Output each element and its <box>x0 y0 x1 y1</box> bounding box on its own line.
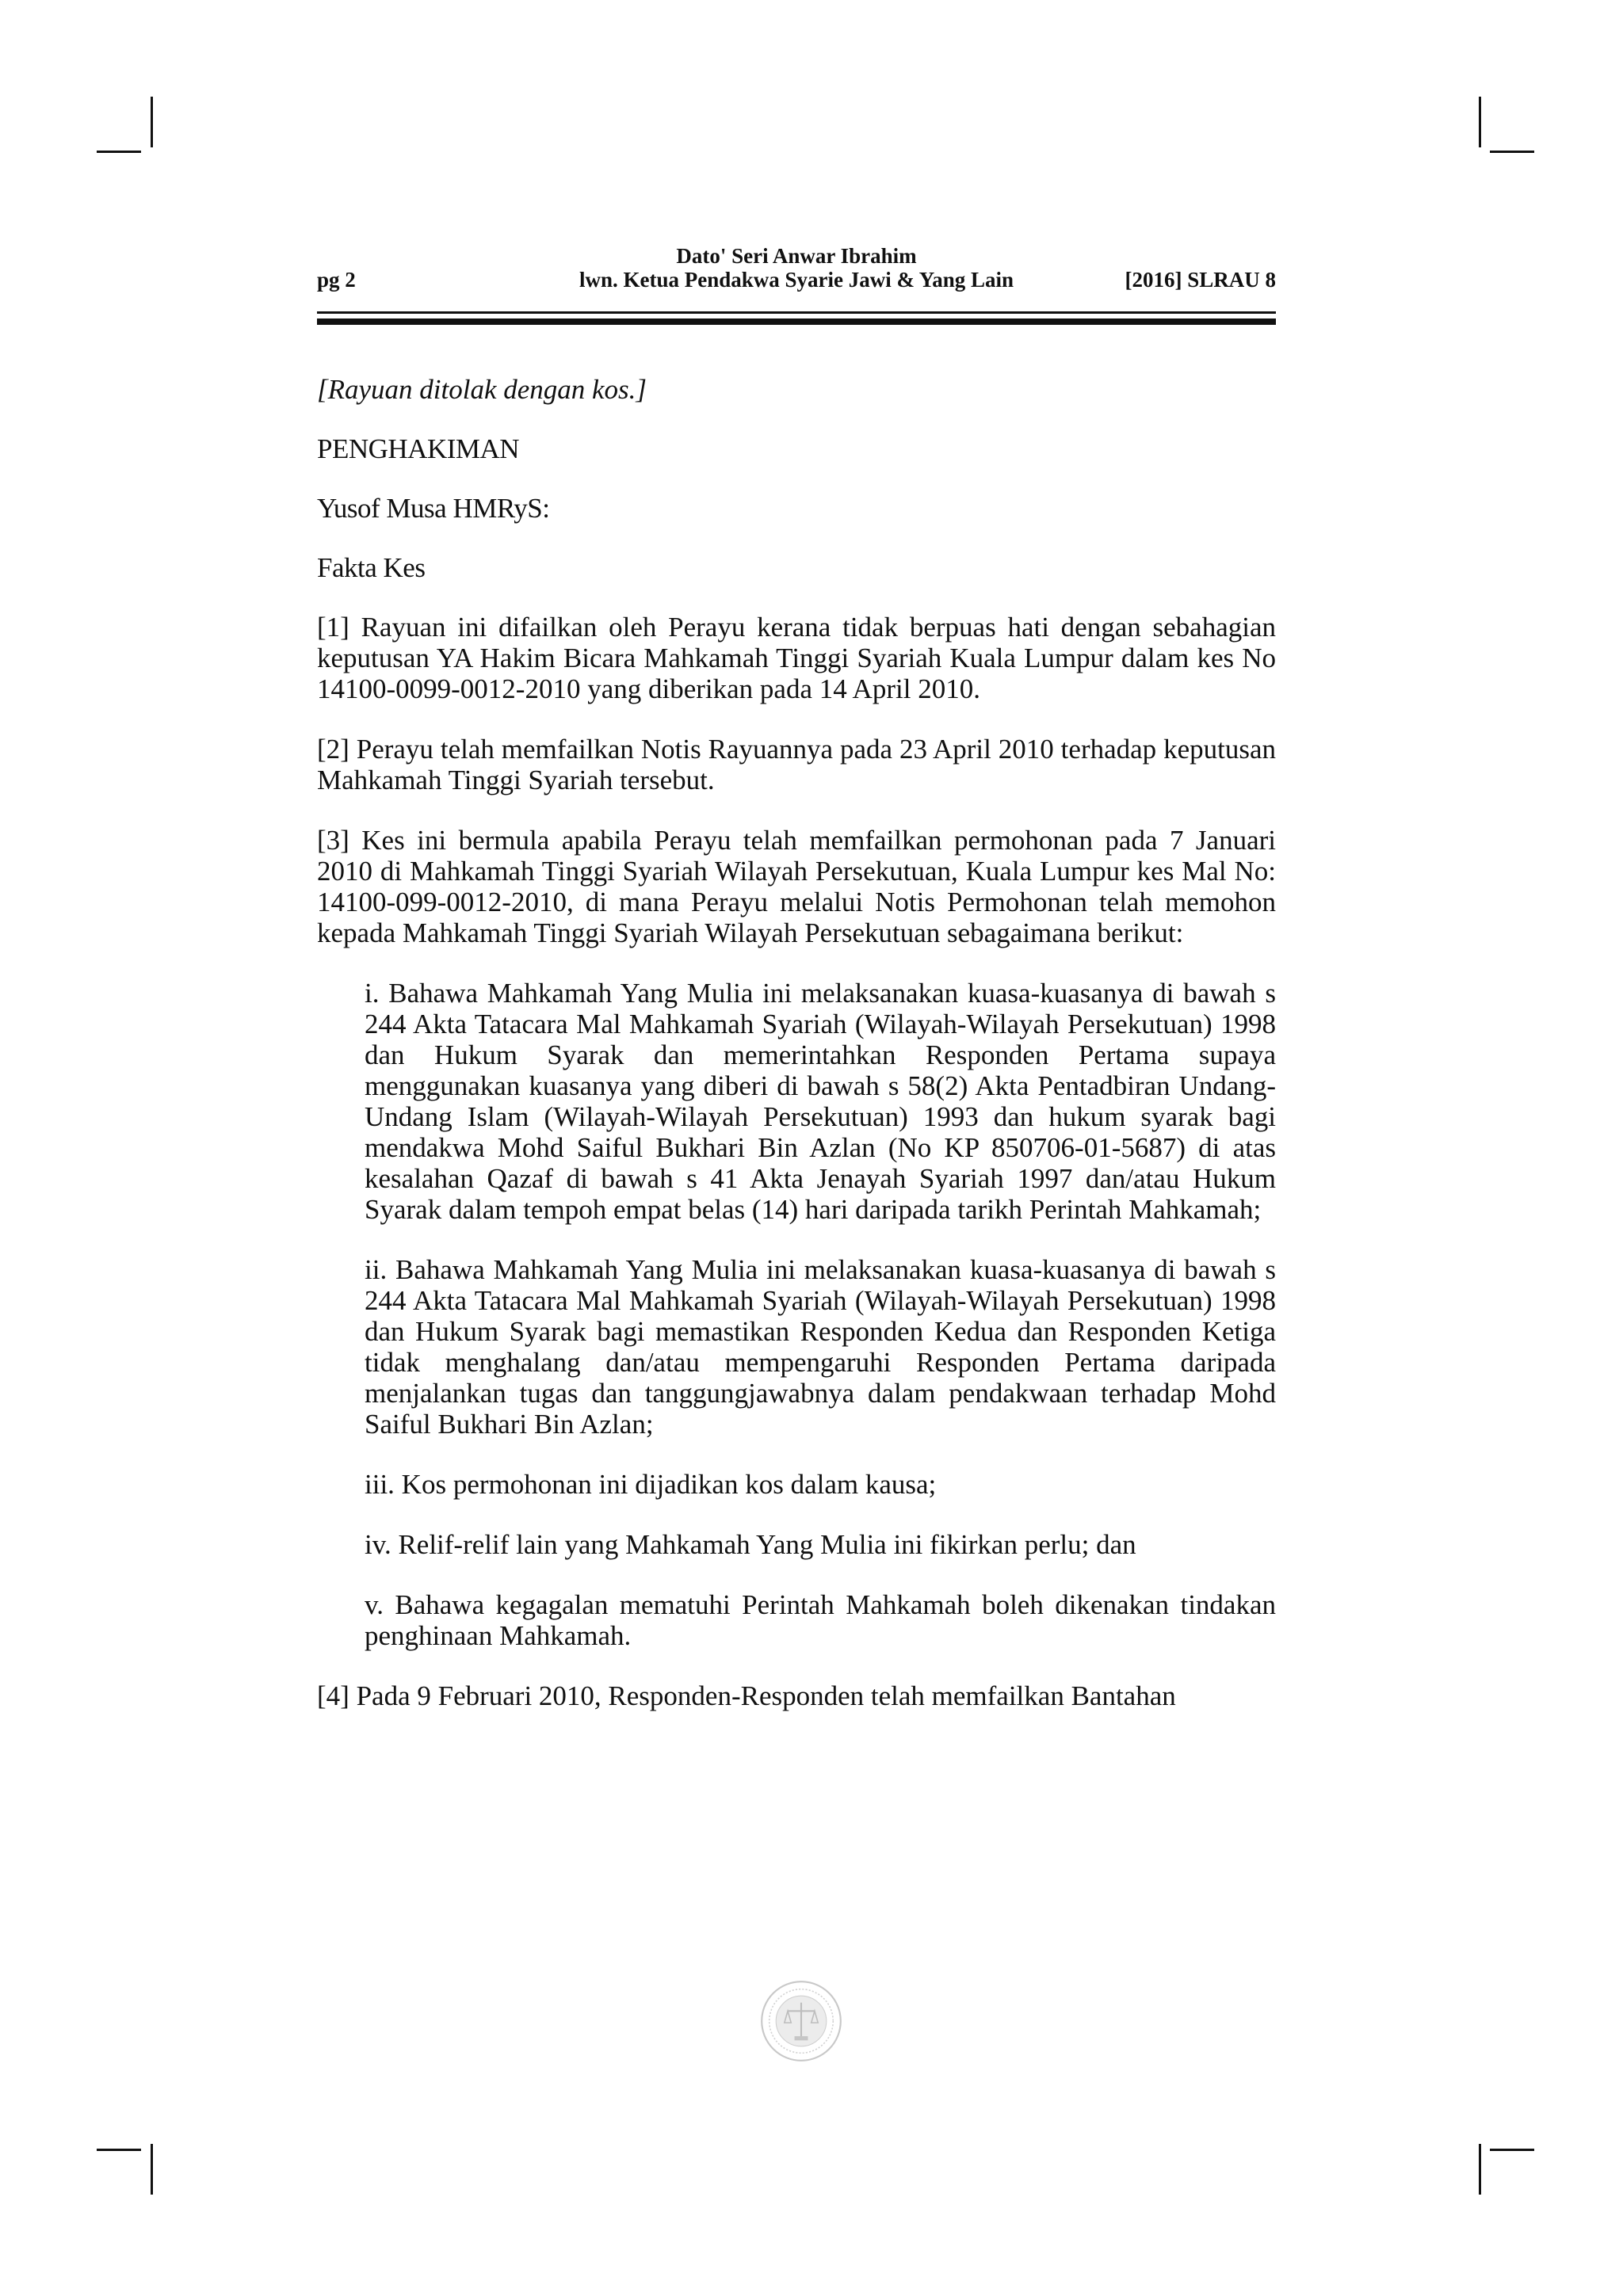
paragraph-text: Kes ini bermula apabila Perayu telah memfailkan permohonan pada 7 Januari 2010 di Mahkamah Tinggi Syariah Wilayah Persekutuan, Kuala Lumpur kes Mal No: 14100-099-0012-2010, di mana Perayu melalui Notis Permohonan telah memohon kepada Mahkamah Tinggi Syariah Wilayah Persekutuan sebagaimana berikut: <box>317 825 1276 948</box>
page-number: pg 2 <box>317 268 356 292</box>
case-citation: [2016] SLRAU 8 <box>1125 268 1276 292</box>
crop-mark-top-left-horizontal <box>97 151 141 153</box>
paragraph-number: [1] <box>317 612 349 643</box>
header-rule-thin <box>317 311 1276 314</box>
paragraph-4 <box>317 1680 1276 1711</box>
court-seal-watermark <box>759 1979 843 2063</box>
judge-name: Yusof Musa HMRyS: <box>317 493 550 524</box>
case-title-party-bottom: lwn. Ketua Pendakwa Syarie Jawi & Yang Lain <box>579 268 1014 292</box>
crop-mark-bottom-right-horizontal <box>1490 2149 1534 2151</box>
case-title-party-top: Dato' Seri Anwar Ibrahim <box>676 244 917 268</box>
relief-item-iv: iv. Relif-relif lain yang Mahkamah Yang Mulia ini fikirkan perlu; dan <box>365 1529 1136 1560</box>
crop-mark-top-right-horizontal <box>1490 151 1534 153</box>
judgment-heading: PENGHAKIMAN <box>317 433 520 464</box>
facts-heading: Fakta Kes <box>317 552 426 583</box>
paragraph-number: [2] <box>317 734 349 765</box>
crop-mark-top-left-vertical <box>151 97 153 147</box>
relief-item-i: i. Bahawa Mahkamah Yang Mulia ini melaksanakan kuasa-kuasanya di bawah s 244 Akta Tatacara Mal Mahkamah Syariah (Wilayah-Wilayah Persekutuan) 1998 dan Hukum Syarak dan memerintahkan Responden Pertama supaya menggunakan kuasanya yang diberi di bawah s 58(2) Akta Pentadbiran Undang-Undang Islam (Wilayah-Wilayah Persekutuan) 1993 dan hukum syarak bagi mendakwa Mohd Saiful Bukhari Bin Azlan (No KP 850706-01-5687) di atas kesalahan Qazaf di bawah s 41 Akta Jenayah Syariah 1997 dan/atau Hukum Syarak dalam tempoh empat belas (14) hari daripada tarikh Perintah Mahkamah; <box>365 978 1276 1225</box>
crop-mark-bottom-right-vertical <box>1479 2144 1481 2195</box>
crop-mark-top-right-vertical <box>1479 97 1481 147</box>
paragraph-1 <box>317 612 1276 704</box>
crop-mark-bottom-left-vertical <box>151 2144 153 2195</box>
paragraph-text: Pada 9 Februari 2010, Responden-Responden telah memfailkan Bantahan <box>356 1680 1176 1711</box>
paragraph-number: [4] <box>317 1680 349 1711</box>
relief-item-iii: iii. Kos permohonan ini dijadikan kos dalam kausa; <box>365 1469 937 1500</box>
relief-item-ii: ii. Bahawa Mahkamah Yang Mulia ini melaksanakan kuasa-kuasanya di bawah s 244 Akta Tatacara Mal Mahkamah Syariah (Wilayah-Wilayah Persekutuan) 1998 dan Hukum Syarak bagi memastikan Responden Kedua dan Responden Ketiga tidak menghalang dan/atau mempengaruhi Responden Pertama daripada menjalankan tugas dan tanggungjawabnya dalam pendakwaan terhadap Mohd Saiful Bukhari Bin Azlan; <box>365 1254 1276 1440</box>
running-header <box>317 244 1276 292</box>
paragraph-number: [3] <box>317 825 349 856</box>
paragraph-text: Perayu telah memfailkan Notis Rayuannya pada 23 April 2010 terhadap keputusan Mahkamah Tinggi Syariah tersebut. <box>317 734 1276 795</box>
paragraph-text: Rayuan ini difailkan oleh Perayu kerana tidak berpuas hati dengan sebahagian keputusan YA Hakim Bicara Mahkamah Tinggi Syariah Kuala Lumpur dalam kes No 14100-0099-0012-2010 yang diberikan pada 14 April 2010. <box>317 612 1276 704</box>
paragraph-3 <box>317 825 1276 948</box>
relief-item-v: v. Bahawa kegagalan mematuhi Perintah Mahkamah boleh dikenakan tindakan penghinaan Mahkamah. <box>365 1589 1276 1651</box>
verdict-note: [Rayuan ditolak dengan kos.] <box>317 374 647 405</box>
header-rule-thick <box>317 318 1276 325</box>
crop-mark-bottom-left-horizontal <box>97 2149 141 2151</box>
document-body <box>317 374 1276 1741</box>
relief-list <box>317 978 1276 1651</box>
paragraph-2 <box>317 734 1276 795</box>
